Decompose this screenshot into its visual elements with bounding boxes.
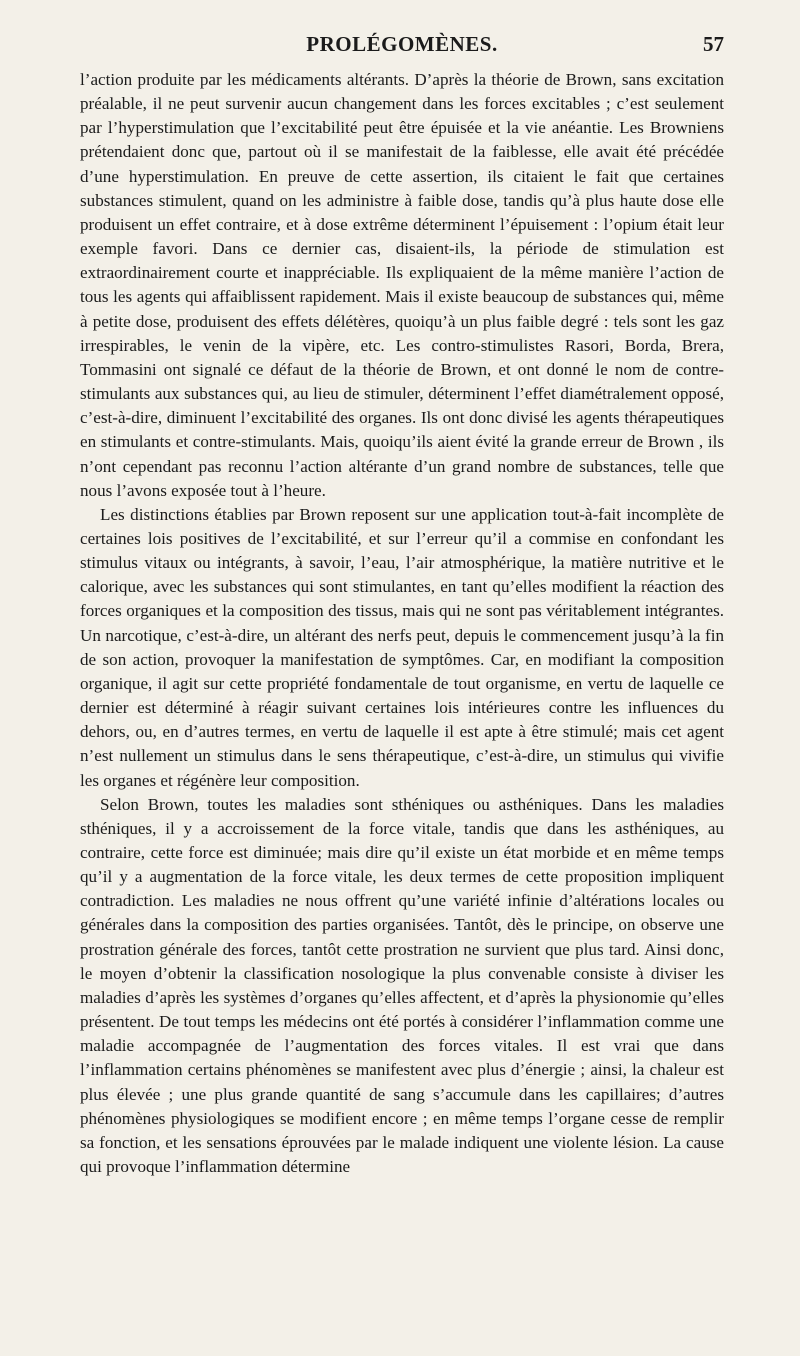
paragraph-3: Selon Brown, toutes les maladies sont sthéniques ou asthéniques. Dans les maladies sthéniques, il y a accroissement de la force vitale, tandis que dans les asthéniques, au contraire, cette force est diminuée; mais dire qu’il existe un état morbide et en même temps qu’il y a augmentation de la force vitale, les deux termes de cette proposition impliquent contradiction. Les maladies ne nous offrent qu’une variété infinie d’altérations locales ou générales dans la composition des parties organisées. Tantôt, dès le principe, on observe une prostration générale des forces, tantôt cette prostration ne survient que plus tard. Ainsi donc, le moyen d’obtenir la classification nosologique la plus convenable consiste à diviser les maladies d’après les systèmes d’organes qu’elles affectent, et d’après la physionomie qu’elles présentent. De tout temps les médecins ont été portés à considérer l’inflammation comme une maladie accompagnée de l’augmentation des forces vitales. Il est vrai que dans l’inflammation certains phénomènes se manifestent avec plus d’énergie ; ainsi, la chaleur est plus élevée ; une plus grande quantité de sang s’accumule dans les capillaires; d’autres phénomènes physiologiques se modifient encore ; en même temps l’organe cesse de remplir sa fonction, et les sensations éprouvées par le malade indiquent une violente lésion. La cause qui provoque l’inflammation détermine <box>80 794 724 1177</box>
page-number: 57 <box>703 32 724 56</box>
body-text <box>80 68 724 1179</box>
page-header <box>80 22 724 68</box>
paragraph-2: Les distinctions établies par Brown reposent sur une application tout-à-fait incomplète de certaines lois positives de l’excitabilité, et sur l’erreur qu’il a commise en confondant les stimulus vitaux ou intégrants, à savoir, l’eau, l’air atmosphérique, la matière nutritive et le calorique, avec les substances qui sont stimulantes, en tant qu’elles modifient la réaction des forces organiques et la composition des tissus, mais qui ne sont pas véritablement intégrantes. Un narcotique, c’est-à-dire, un altérant des nerfs peut, depuis le commencement jusqu’à la fin de son action, provoquer la manifestation de symptômes. Car, en modifiant la composition organique, il agit sur cette propriété fondamentale de tout organisme, en vertu de laquelle ce dernier est déterminé à réagir suivant certaines lois intérieures contre les influences du dehors, ou, en d’autres termes, en vertu de laquelle il est apte à être stimulé; mais cet agent n’est nullement un stimulus dans le sens thérapeutique, c’est-à-dire, un stimulus qui vivifie les organes et régénère leur composition. <box>80 504 724 790</box>
paragraph-1: l’action produite par les médicaments altérants. D’après la théorie de Brown, sans excitation préalable, il ne peut survenir aucun changement dans les forces excitables ; c’est seulement par l’hyperstimulation que l’excitabilité peut être épuisée et la vie anéantie. Les Browniens prétendaient donc que, partout où il se manifestait de la faiblesse, elle avait été précédée d’une hyperstimulation. En preuve de cette assertion, ils citaient le fait que certaines substances stimulent, quand on les administre à faible dose, tandis qu’à plus haute dose elle produisent un effet contraire, et à dose extrême déterminent l’épuisement : l’opium était leur exemple favori. Dans ce dernier cas, disaient-ils, la période de stimulation est extraordinairement courte et inappréciable. Ils expliquaient de la même manière l’action de tous les agents qui affaiblissent rapidement. Mais il existe beaucoup de substances qui, même à petite dose, produisent des effets délétères, quoiqu’à un plus faible degré : tels sont les gaz irrespirables, le venin de la vipère, etc. Les contro-stimulistes Rasori, Borda, Brera, Tommasini ont signalé ce défaut de la théorie de Brown, et ont donné le nom de contre-stimulants aux substances qui, au lieu de stimuler, déterminent l’effet diamétralement opposé, c’est-à-dire, diminuent l’excitabilité des organes. Ils ont donc divisé les agents thérapeutiques en stimulants et contre-stimulants. Mais, quoiqu’ils aient évité la grande erreur de Brown , ils n’ont cependant pas reconnu l’action altérante d’un grand nombre de substances, telle que nous l’avons exposée tout à l’heure. <box>80 70 724 500</box>
running-title: PROLÉGOMÈNES. <box>306 32 498 56</box>
